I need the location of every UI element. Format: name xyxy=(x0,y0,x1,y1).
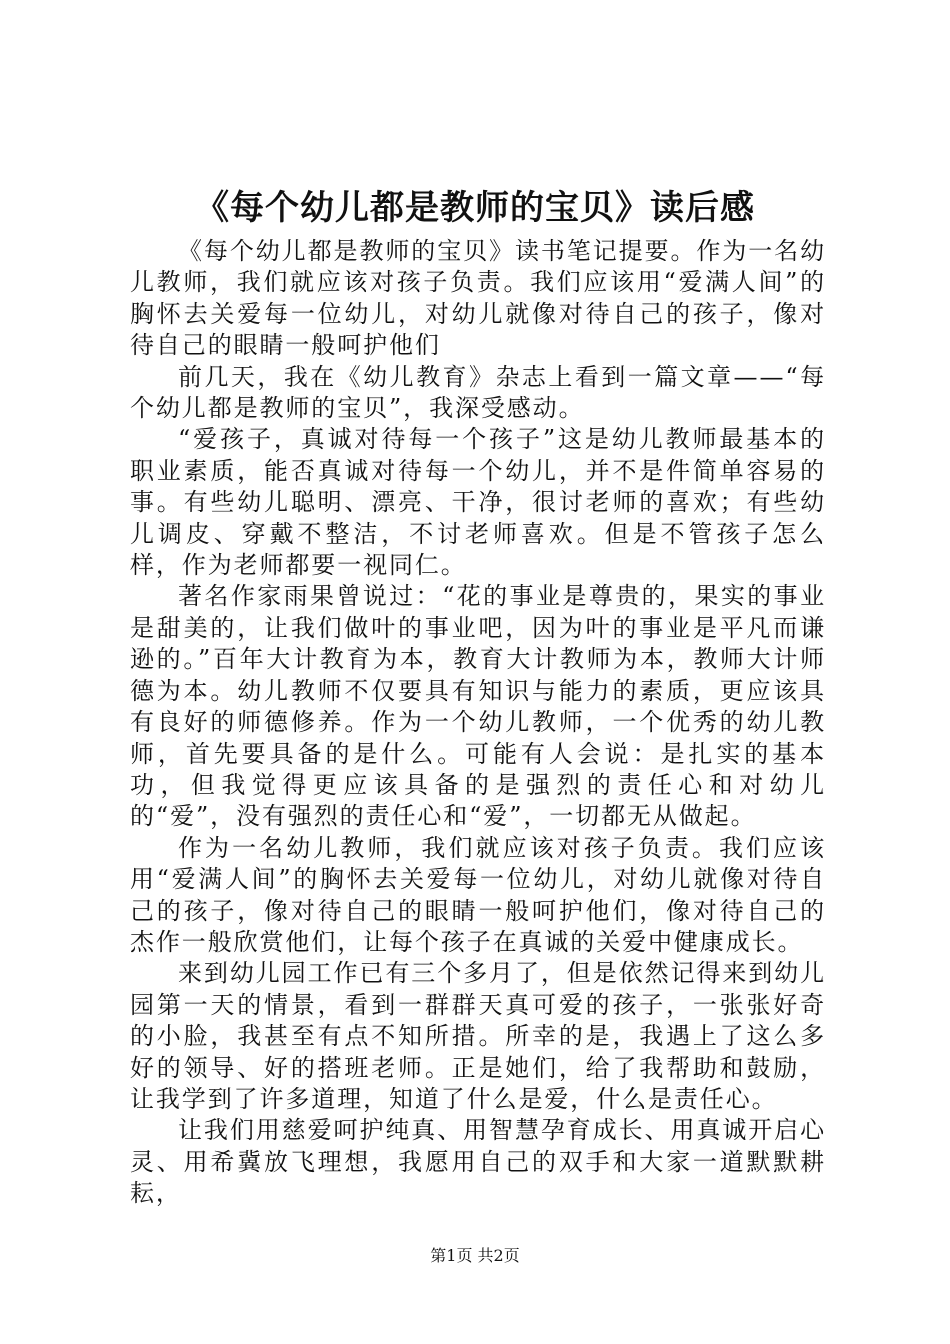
paragraph: 来到幼儿园工作已有三个多月了，但是依然记得来到幼儿园第一天的情景，看到一群群天真可爱的孩子，一张张好奇的小脸，我甚至有点不知所措。所幸的是，我遇上了这么多好的领导、好的搭班老师。正是她们，给了我帮助和鼓励，让我学到了许多道理，知道了什么是爱，什么是责任心。 xyxy=(130,959,826,1113)
paragraph: 著名作家雨果曾说过：“花的事业是尊贵的，果实的事业是甜美的，让我们做叶的事业吧，因为叶的事业是平凡而谦逊的。”百年大计教育为本，教育大计教师为本，教师大计师德为本。幼儿教师不仅要具有知识与能力的素质，更应该具有良好的师德修养。作为一个幼儿教师，一个优秀的幼儿教师，首先要具备的是什么。可能有人会说：是扎实的基本功，但我觉得更应该具备的是强烈的责任心和对幼儿的“爱”，没有强烈的责任心和“爱”，一切都无从做起。 xyxy=(130,582,826,831)
paragraph: 作为一名幼儿教师，我们就应该对孩子负责。我们应该用“爱满人间”的胸怀去关爱每一位幼儿，对幼儿就像对待自己的孩子，像对待自己的眼睛一般呵护他们，像对待自己的杰作一般欣赏他们，让每个孩子在真诚的关爱中健康成长。 xyxy=(130,833,826,956)
document-title: 《每个幼儿都是教师的宝贝》读后感 xyxy=(195,188,755,228)
page-number-footer: 第1页 共2页 xyxy=(430,1246,520,1265)
paragraph: 前几天，我在《幼儿教育》杂志上看到一篇文章——“每个幼儿都是教师的宝贝”，我深受感动。 xyxy=(130,362,826,423)
paragraph: 《每个幼儿都是教师的宝贝》读书笔记提要。作为一名幼儿教师，我们就应该对孩子负责。我们应该用“爱满人间”的胸怀去关爱每一位幼儿，对幼儿就像对待自己的孩子，像对待自己的眼睛一般呵护他们 xyxy=(130,237,826,360)
paragraph: “爱孩子，真诚对待每一个孩子”这是幼儿教师最基本的职业素质，能否真诚对待每一个幼儿，并不是件简单容易的事。有些幼儿聪明、漂亮、干净，很讨老师的喜欢；有些幼儿调皮、穿戴不整洁，不讨老师喜欢。但是不管孩子怎么样，作为老师都要一视同仁。 xyxy=(130,425,826,580)
paragraph: 让我们用慈爱呵护纯真、用智慧孕育成长、用真诚开启心灵、用希冀放飞理想，我愿用自己的双手和大家一道默默耕耘， xyxy=(130,1116,826,1208)
document-body xyxy=(130,236,826,1210)
